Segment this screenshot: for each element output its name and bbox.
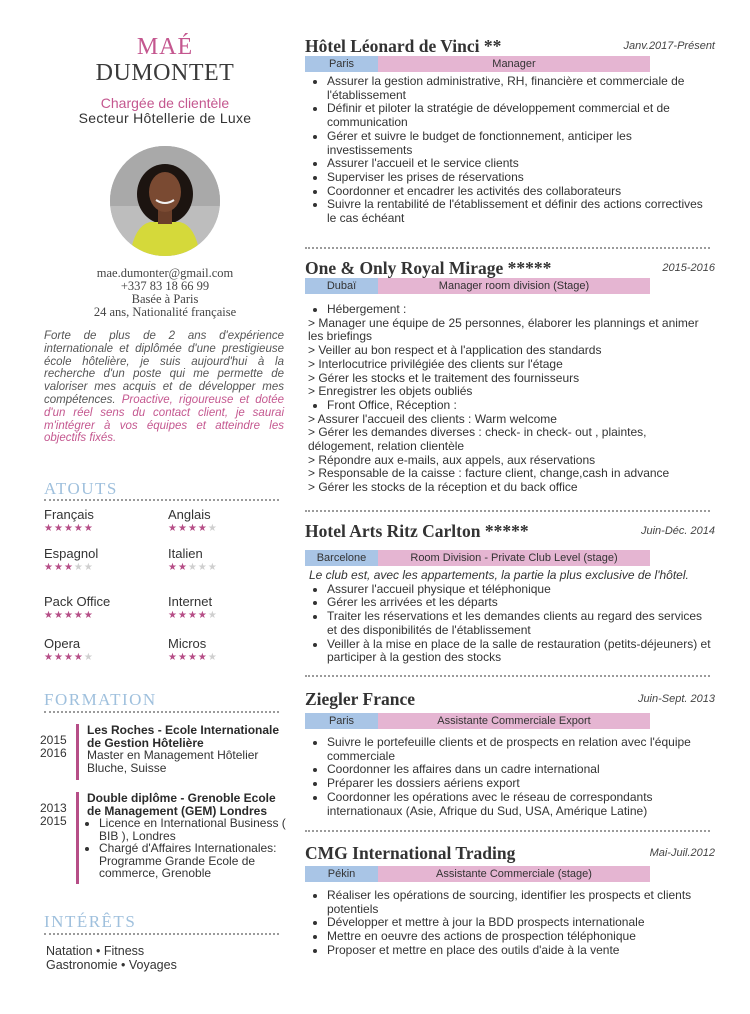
- star-icon: ★: [197, 523, 208, 534]
- job-group-list: [305, 303, 715, 317]
- job-location: Barcelone: [305, 550, 378, 566]
- job-bullet: • Traiter les réservations et les demandes clients au regard des services et des disponibilités de l'établissement: [327, 610, 715, 637]
- job-role: Manager: [378, 56, 650, 72]
- job-role: Assistante Commerciale Export: [378, 713, 650, 729]
- phone[interactable]: +337 83 18 66 99: [120, 279, 210, 293]
- company-name: One & Only Royal Mirage *****: [305, 258, 552, 278]
- job-bullet: • Suivre le portefeuille clients et de prospects en relation avec l'équipe commerciale: [327, 736, 715, 763]
- experience-divider: [305, 247, 710, 249]
- skill-rating: [44, 563, 94, 573]
- star-icon: ★: [44, 610, 54, 621]
- education-years: 2015 2016: [40, 733, 67, 760]
- skill-name: Espagnol: [44, 546, 99, 561]
- star-icon: ★: [73, 523, 84, 534]
- interest-line: Natation • Fitness: [46, 944, 145, 958]
- contact-block: [40, 267, 290, 319]
- star-icon: ★: [177, 562, 188, 573]
- job-group-heading: • Hébergement :: [327, 303, 715, 317]
- job-bullet: • Suivre la rentabilité de l'établissement et définir des actions correctives le cas échéant: [327, 198, 715, 225]
- job-bullet: • Développer et mettre à jour la BDD prospects internationale: [327, 916, 715, 930]
- star-icon: ★: [197, 610, 208, 621]
- job-line: > Assurer l'accueil des clients : Warm welcome: [308, 411, 557, 426]
- job-bullets: [305, 889, 715, 958]
- job-bullet: • Superviser les prises de réservations: [327, 171, 715, 185]
- star-icon: ★: [177, 652, 188, 663]
- education-body: [87, 792, 287, 880]
- star-icon: ★: [168, 562, 178, 573]
- star-icon: ★: [168, 652, 178, 663]
- age-nationality: 24 ans, Nationalité française: [93, 305, 237, 319]
- star-icon: ★: [187, 562, 198, 573]
- job-tag-bar: [305, 56, 650, 72]
- star-icon: ★: [53, 652, 64, 663]
- star-icon: ★: [44, 652, 54, 663]
- job-bullet: • Réaliser les opérations de sourcing, identifier les prospects et clients potentiels: [327, 889, 715, 916]
- job-title: Chargée de clientèle: [100, 95, 230, 111]
- star-icon: ★: [197, 652, 208, 663]
- experience-divider: [305, 510, 710, 512]
- job-tag-bar: [305, 866, 650, 882]
- education-years: 2013 2015: [40, 801, 67, 828]
- star-icon: ★: [63, 652, 74, 663]
- email[interactable]: mae.dumonter@gmail.com: [96, 266, 234, 280]
- star-icon: ★: [207, 523, 218, 534]
- company-name: CMG International Trading: [305, 843, 516, 863]
- star-icon: ★: [44, 523, 54, 534]
- section-title-atouts: ATOUTS: [44, 479, 118, 498]
- section-divider: [44, 711, 279, 713]
- star-icon: ★: [63, 523, 74, 534]
- star-icon: ★: [187, 652, 198, 663]
- education-school: Double diplôme - Grenoble Ecole de Management (GEM) Londres: [87, 791, 276, 818]
- skill-name: Opera: [44, 636, 81, 651]
- star-icon: ★: [207, 652, 218, 663]
- skill-rating: [168, 563, 218, 573]
- job-lines: [305, 317, 715, 399]
- company-name: Hôtel Léonard de Vinci **: [305, 36, 502, 56]
- skill-name: Anglais: [168, 507, 211, 522]
- job-group-list: [305, 399, 715, 413]
- experience-divider: [305, 830, 710, 832]
- star-icon: ★: [197, 562, 208, 573]
- job-bullets: [305, 75, 715, 226]
- job-group-heading: • Front Office, Réception :: [327, 399, 715, 413]
- job-bullet: • Coordonner les affaires dans un cadre international: [327, 763, 715, 777]
- job-location: Pékin: [305, 866, 378, 882]
- star-icon: ★: [207, 610, 218, 621]
- job-bullets: [305, 736, 715, 818]
- right-column: [305, 0, 715, 1014]
- job-line: > Répondre aux e-mails, aux appels, aux réservations: [308, 452, 596, 467]
- skill-rating: [168, 611, 218, 621]
- job-description: [305, 889, 715, 958]
- star-icon: ★: [73, 562, 84, 573]
- first-name: MAÉ: [136, 34, 194, 60]
- job-description: [305, 75, 715, 226]
- job-bullet: • Assurer l'accueil physique et téléphonique: [327, 583, 715, 597]
- job-line: > Gérer les stocks et le traitement des fournisseurs: [308, 370, 580, 385]
- job-bullet: • Coordonner et encadrer les activités des collaborateurs: [327, 185, 715, 199]
- summary-text: Forte de plus de 2 ans d'expérience internationale et diplômée d'une prestigieuse école hôtelière, je suis aujourd'hui à la recherche d'un poste qui me permette de valoriser mes acquis et de développer mes compétences.: [44, 330, 284, 406]
- education-school: Les Roches - Ecole Internationale de Gestion Hôtelière: [87, 723, 280, 750]
- star-icon: ★: [63, 562, 74, 573]
- job-bullet: • Veiller à la mise en place de la salle de restauration (petits-déjeuners) et participer à la gestion des stocks: [327, 638, 715, 665]
- skill-name: Pack Office: [44, 594, 111, 609]
- job-date: 2015-2016: [662, 262, 715, 274]
- star-icon: ★: [53, 610, 64, 621]
- job-role: Manager room division (Stage): [378, 278, 650, 294]
- education-accent-bar: [76, 792, 79, 884]
- job-role: Assistante Commerciale (stage): [378, 866, 650, 882]
- star-icon: ★: [73, 610, 84, 621]
- job-bullet: • Assurer la gestion administrative, RH, financière et commerciale de l'établissement: [327, 75, 715, 102]
- job-bullet: • Assurer l'accueil et le service clients: [327, 157, 715, 171]
- skill-name: Internet: [168, 594, 213, 609]
- profile-photo: [110, 146, 220, 256]
- education-list-item: • Chargé d'Affaires Internationales: Programme Grande Ecole de commerce, Grenoble: [99, 842, 287, 880]
- skill-rating: [44, 611, 94, 621]
- skill-rating: [44, 524, 94, 534]
- job-date: Janv.2017-Présent: [623, 40, 715, 52]
- job-line: > Gérer les stocks de la réception et du back office: [308, 480, 578, 495]
- star-icon: ★: [73, 652, 84, 663]
- star-icon: ★: [177, 523, 188, 534]
- star-icon: ★: [44, 562, 54, 573]
- job-lines: [305, 413, 715, 495]
- interest-line: Gastronomie • Voyages: [46, 958, 177, 972]
- star-icon: ★: [83, 610, 94, 621]
- star-icon: ★: [187, 523, 198, 534]
- company-name: Hotel Arts Ritz Carlton *****: [305, 521, 529, 541]
- job-bullets: [305, 583, 715, 665]
- skill-name: Italien: [168, 546, 203, 561]
- skill-name: Français: [44, 507, 94, 522]
- star-icon: ★: [187, 610, 198, 621]
- skill-name: Micros: [168, 636, 207, 651]
- star-icon: ★: [168, 523, 178, 534]
- section-title-formation: FORMATION: [44, 690, 157, 709]
- star-icon: ★: [83, 562, 94, 573]
- education-details: Master en Management Hôtelier Bluche, Suisse: [87, 748, 259, 775]
- star-icon: ★: [53, 562, 64, 573]
- skill-rating: [168, 524, 218, 534]
- experience-divider: [305, 675, 710, 677]
- star-icon: ★: [207, 562, 218, 573]
- job-tag-bar: [305, 550, 650, 566]
- job-date: Mai-Juil.2012: [649, 847, 715, 859]
- job-bullet: • Coordonner les opérations avec le réseau de correspondants internationaux (Asie, Afrique du Sud, USA, Amérique Latine): [327, 791, 715, 818]
- star-icon: ★: [83, 652, 94, 663]
- job-lead: Le club est, avec les appartements, la partie la plus exclusive de l'hôtel.: [309, 568, 689, 582]
- job-tag-bar: [305, 278, 650, 294]
- job-location: Paris: [305, 713, 378, 729]
- star-icon: ★: [177, 610, 188, 621]
- job-bullet: • Proposer et mettre en place des outils d'aide à la vente: [327, 944, 715, 958]
- job-location: Dubaï: [305, 278, 378, 294]
- last-name: DUMONTET: [95, 60, 235, 86]
- job-date: Juin-Sept. 2013: [637, 693, 715, 705]
- education-list-item: • Licence en International Business ( BIB ), Londres: [99, 817, 287, 842]
- job-bullet: • Définir et piloter la stratégie de développement commercial et de communication: [327, 102, 715, 129]
- job-line: > Responsable de la caisse : facture client, change,cash in advance: [308, 466, 670, 481]
- location: Basée à Paris: [131, 292, 199, 306]
- profile-summary: [44, 330, 284, 445]
- job-description: [305, 736, 715, 818]
- job-bullet: • Gérer et suivre le budget de fonctionnement, anticiper les investissements: [327, 130, 715, 157]
- job-role: Room Division - Private Club Level (stage): [378, 550, 650, 566]
- job-bullet: • Gérer les arrivées et les départs: [327, 596, 715, 610]
- job-location: Paris: [305, 56, 378, 72]
- job-tag-bar: [305, 713, 650, 729]
- job-bullet: • Mettre en oeuvre des actions de prospection téléphonique: [327, 930, 715, 944]
- education-list: [87, 817, 287, 880]
- section-divider: [44, 499, 279, 501]
- education-accent-bar: [76, 724, 79, 780]
- star-icon: ★: [168, 610, 178, 621]
- job-description: [305, 569, 715, 665]
- job-sector: Secteur Hôtellerie de Luxe: [78, 110, 252, 126]
- section-title-interets: INTÉRÊTS: [44, 912, 137, 931]
- job-line: > Enregistrer les objets oubliés: [308, 384, 473, 399]
- star-icon: ★: [83, 523, 94, 534]
- star-icon: ★: [53, 523, 64, 534]
- skill-rating: [44, 653, 94, 663]
- job-line: > Manager une équipe de 25 personnes, élaborer les plannings et animer les briefings: [308, 315, 699, 344]
- job-line: > Veiller au bon respect et à l'application des standards: [308, 343, 602, 358]
- section-divider: [44, 933, 279, 935]
- education-body: [87, 724, 287, 774]
- star-icon: ★: [63, 610, 74, 621]
- job-bullet: • Préparer les dossiers aériens export: [327, 777, 715, 791]
- left-column: [40, 0, 290, 1014]
- job-line: > Gérer les demandes diverses : check- in check- out , plaintes, délogement, relation clientèle: [308, 425, 647, 454]
- summary-highlight: Proactive, rigoureuse et dotée d'un réel sens du contact client, je saurai m'intégrer à vos équipes et atteindre les objectifs fixés.: [44, 393, 284, 445]
- job-date: Juin-Déc. 2014: [641, 525, 715, 537]
- interests-list: [46, 944, 177, 972]
- job-line: > Interlocutrice privilégiée des clients sur l'étage: [308, 356, 563, 371]
- job-description: [305, 303, 715, 495]
- skill-rating: [168, 653, 218, 663]
- company-name: Ziegler France: [305, 689, 415, 709]
